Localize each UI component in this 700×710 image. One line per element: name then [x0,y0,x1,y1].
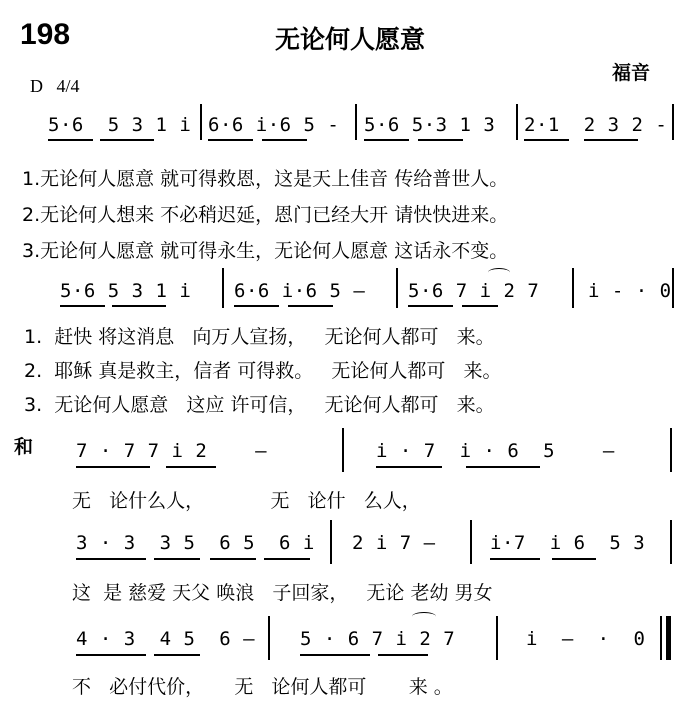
beat-underline [364,139,409,141]
barline [672,268,674,308]
chorus-notes-1-measure-2: i · 7 i · 6 5 — [376,440,615,462]
hymn-number: 198 [20,18,71,51]
beat-underline [262,139,307,141]
beat-underline [154,558,200,560]
barline [200,104,202,140]
final-barline-thin [660,616,662,660]
hymn-title: 无论何人愿意 [274,25,425,54]
beat-underline [466,466,540,468]
chorus-lyric-line-1: 无 论什么人， 无 论什 么人， [72,490,421,512]
beat-underline [48,139,93,141]
verse-notes-2-measure-1: 5·6 5 3 1 i [60,280,192,302]
barline [222,268,224,308]
chorus-notes-3-measure-3: i — · 0 [526,628,646,650]
hymn-category: 福音 [612,62,651,84]
verse-notes-1-measure-2: 6·6 i·6 5 - [208,114,340,136]
barline [672,104,674,140]
chorus-notes-1-measure-1: 7 · 7 7 i 2 — [76,440,268,462]
beat-underline [552,558,596,560]
verse-notes-2-measure-2: 6·6 i·6 5 — [234,280,366,302]
barline [355,104,357,140]
beat-underline [166,466,216,468]
chorus-lyric-line-3: 不 必付代价， 无 论何人都可 来 。 [72,676,453,698]
beat-underline [100,139,154,141]
verse-notes-1-measure-3: 5·6 5·3 1 3 [364,114,496,136]
beat-underline [264,558,310,560]
verse-notes-2-measure-4: i - · 0 [588,280,672,302]
beat-underline [60,305,105,307]
chorus-notes-2-measure-3: i·7 i 6 5 3 [490,532,646,554]
barline [670,520,672,564]
barline [330,520,332,564]
beat-underline [584,139,638,141]
final-barline-thick [666,616,671,660]
beat-underline [418,139,463,141]
barline [572,268,574,308]
verse-lyric-2-line-2: 2. 耶稣 真是救主，信者 可得救。 无论何人都可 来。 [24,360,502,382]
beat-underline [76,558,146,560]
beat-underline [490,558,540,560]
barline [342,428,344,472]
barline [670,428,672,472]
beat-underline [210,558,256,560]
beat-underline [462,305,498,307]
beat-underline [378,654,428,656]
beat-underline [208,139,253,141]
verse-notes-1-measure-4: 2·1 2 3 2 - [524,114,668,136]
beat-underline [154,654,200,656]
beat-underline [112,305,166,307]
beat-underline [76,466,150,468]
chorus-notes-3-measure-1: 4 · 3 4 5 6 — [76,628,256,650]
barline [516,104,518,140]
chorus-notes-3-measure-2: 5 · 6 7 i 2 7 [300,628,456,650]
verse-notes-2-measure-3: 5·6 7 i 2 7 [408,280,540,302]
chorus-notes-2-measure-2: 2 i 7 — [352,532,436,554]
barline [396,268,398,308]
beat-underline [300,654,370,656]
beat-underline [234,305,279,307]
chorus-label: 和 [14,436,34,458]
beat-underline [408,305,453,307]
tie-arc [412,612,436,621]
verse-lyric-3-line-1: 3.无论何人愿意 就可得永生，无论何人愿意 这话永不变。 [22,240,509,262]
beat-underline [76,654,146,656]
beat-underline [376,466,442,468]
barline [268,616,270,660]
chorus-notes-2-measure-1: 3 · 3 3 5 6 5 6 i [76,532,315,554]
key-signature: D 4/4 [30,76,80,96]
chorus-lyric-line-2: 这 是 慈爱 天父 唤浪 子回家， 无论 老幼 男女 [72,582,493,604]
verse-lyric-1-line-2: 1. 赶快 将这消息 向万人宣扬， 无论何人都可 来。 [24,326,495,348]
beat-underline [288,305,333,307]
verse-lyric-2-line-1: 2.无论何人想来 不必稍迟延，恩门已经大开 请快快进来。 [22,204,509,226]
beat-underline [524,139,569,141]
barline [496,616,498,660]
verse-notes-1-measure-1: 5·6 5 3 1 i [48,114,192,136]
tie-arc [488,268,510,277]
barline [470,520,472,564]
verse-lyric-3-line-2: 3. 无论何人愿意 这应 许可信， 无论何人都可 来。 [24,394,495,416]
verse-lyric-1-line-1: 1.无论何人愿意 就可得救恩，这是天上佳音 传给普世人。 [22,168,509,190]
